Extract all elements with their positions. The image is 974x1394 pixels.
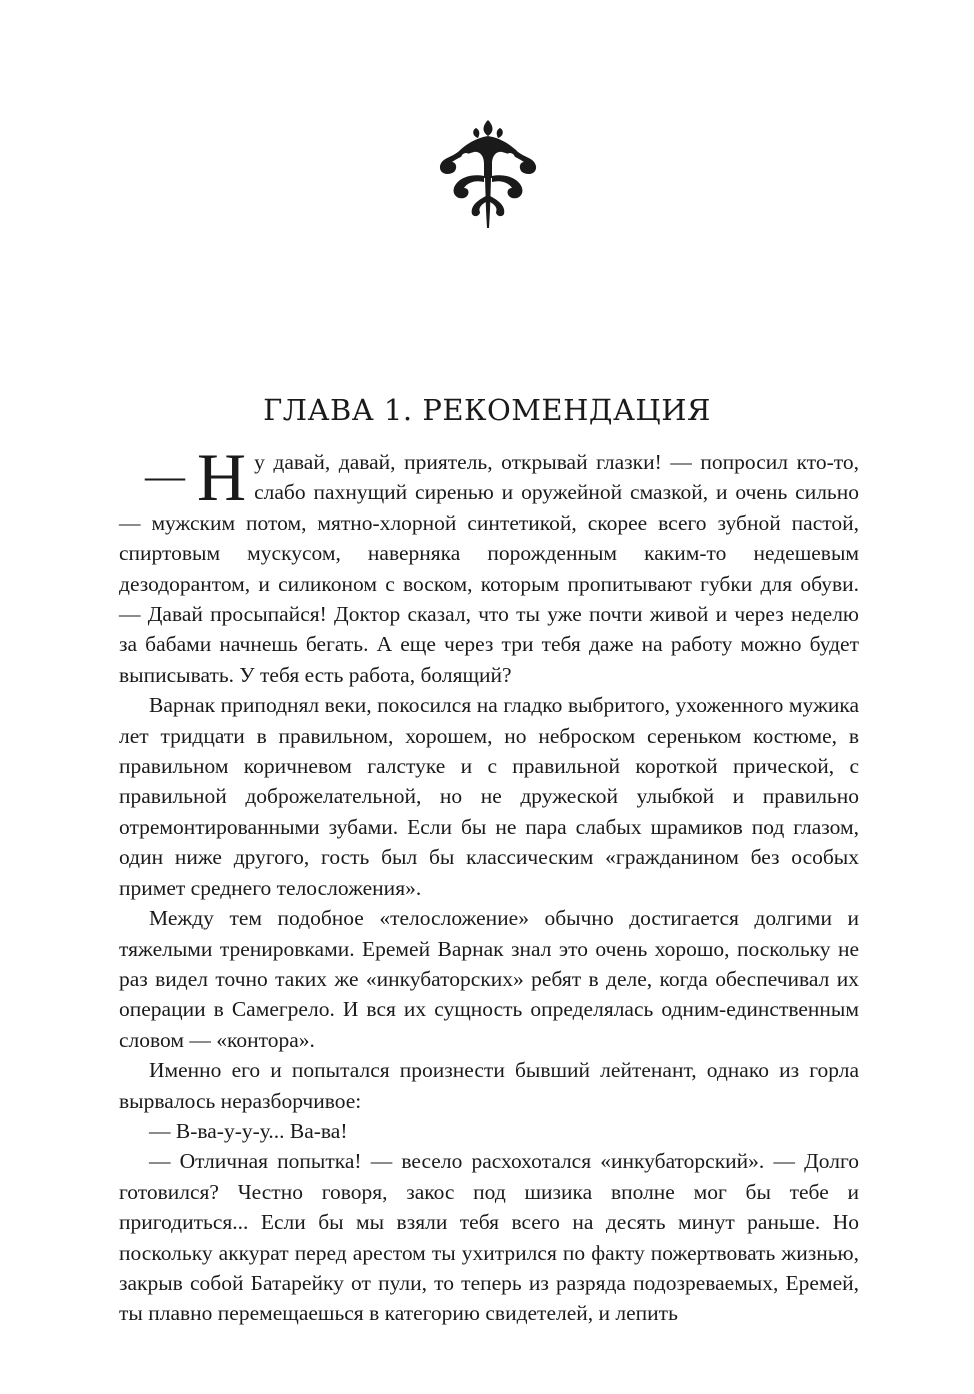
paragraph-4: Именно его и попытался произнести бывший лейтенант, однако из горла вырвалось неразборчивое:: [119, 1058, 859, 1113]
paragraph-1: [119, 439, 859, 690]
drop-cap: [119, 439, 247, 515]
drop-cap-letter: Н: [197, 439, 247, 515]
fleuron-ornament-icon: [436, 118, 540, 232]
drop-cap-dash: —: [145, 453, 185, 498]
chapter-body: [119, 439, 859, 1329]
paragraph-6: — Отличная попытка! — весело расхохотался «инкубаторский». — Долго готовился? Честно говоря, закос под шизика вполне мог бы тебе и пригодиться... Если бы мы взяли тебя всего на десять минут раньше. Но поскольку аккурат перед арестом ты ухитрился по факту пожертвовать жизнью, закрыв собой Батарейку от пули, то теперь из разряда подозреваемых, Еремей, ты плавно перемещаешься в категорию свидетелей, и лепить: [119, 1149, 859, 1326]
paragraph-5: — В-ва-у-у-у... Ва-ва!: [149, 1118, 348, 1143]
paragraph-3: Между тем подобное «телосложение» обычно достигается долгими и тяжелыми тренировками. Еремей Варнак знал это очень хорошо, поскольку не раз видел точно таких же «инкубаторских» ребят в деле, когда обеспечивал их операции в Самегрело. И вся их сущность определялась одним-единственным словом — «контора».: [119, 906, 859, 1052]
paragraph-1-text: у давай, давай, приятель, открывай глазки! — попросил кто-то, слабо пахнущий сиренью и оружейной смазкой, и очень сильно — мужским потом, мятно-хлорной синтетикой, скорее всего зубной пастой, спиртовым мускусом, наверняка порожденным каким-то недешевым дезодорантом, и силиконом с воском, которым пропитывают губки для обуви. — Давай просыпайся! Доктор сказал, что ты уже почти живой и через неделю за бабами начнешь бегать. А еще через три тебя даже на работу можно будет выписывать. У тебя есть работа, болящий?: [119, 450, 859, 687]
paragraph-2: Варнак приподнял веки, покосился на гладко выбритого, ухоженного мужика лет тридцати в правильном, хорошем, но неброском сереньком костюме, в правильном коричневом галстуке и с правильной короткой прической, с правильной доброжелательной, но не дружеской улыбкой и правильно отремонтированными зубами. Если бы не пара слабых шрамиков под глазом, один ниже другого, гость был бы классическим «гражданином без особых примет среднего телосложения».: [119, 693, 859, 900]
chapter-title: ГЛАВА 1. РЕКОМЕНДАЦИЯ: [263, 393, 711, 427]
